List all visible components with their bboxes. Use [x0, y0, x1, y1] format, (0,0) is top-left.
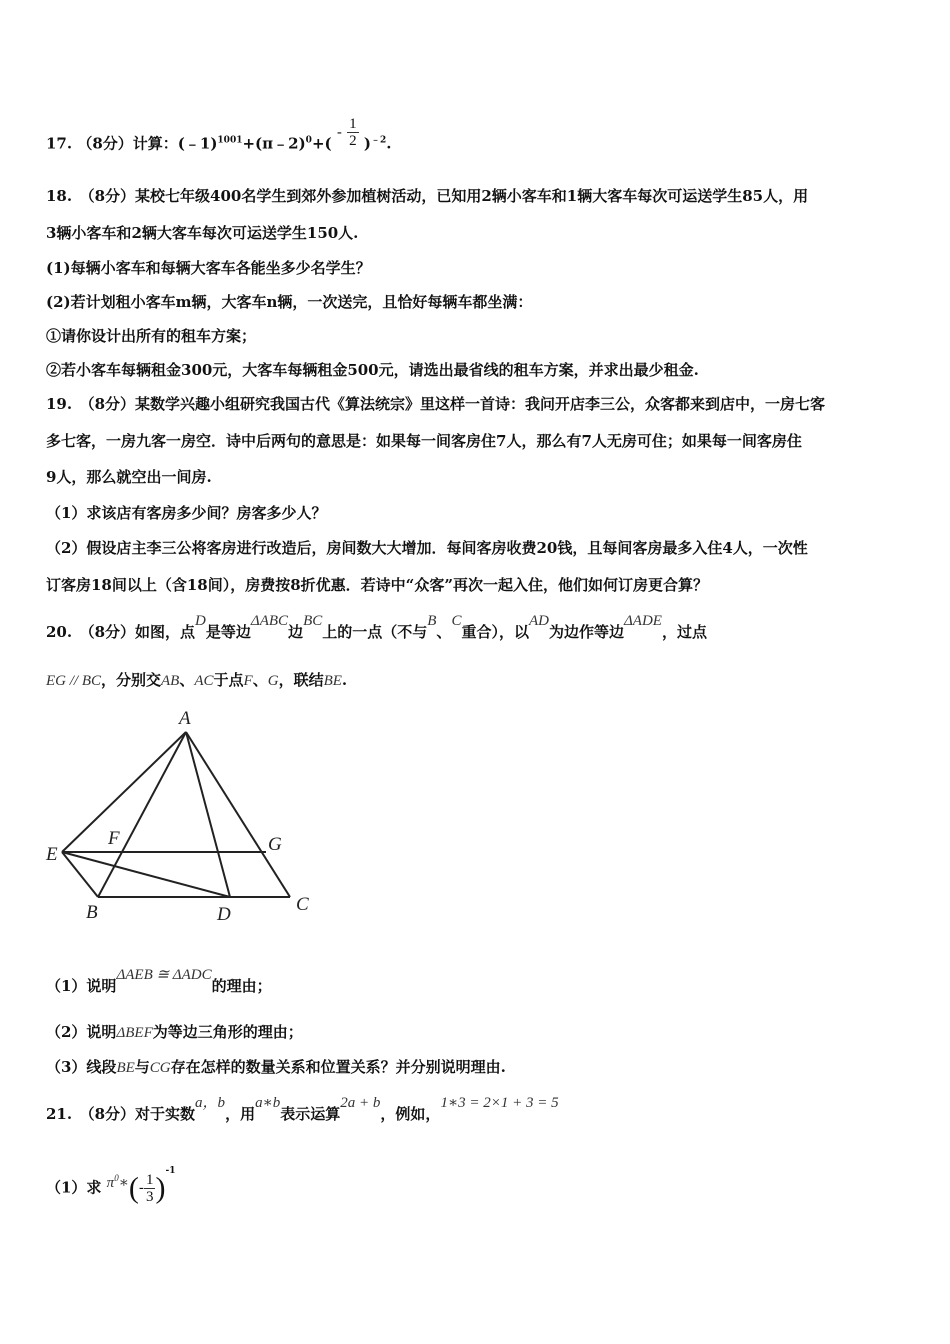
segment-ae: [62, 732, 186, 852]
q18-line1: 18. （8分）某校七年级400名学生到郊外参加植树活动，已知用2辆小客车和1辆大客车每次可运送学生85人，用: [46, 187, 809, 205]
segment-eb: [62, 852, 98, 897]
q21-line1: 21. （8分）对于实数a，b，用a∗b表示运算2a + b，例如，1∗3 = 2×1 + 3 = 5: [46, 1095, 559, 1123]
q19-part1: （1）求该店有客房多少间？房客多少人？: [46, 504, 327, 522]
q19-part2b: 订客房18间以上（含18间），房费按8折优惠．若诗中“众客”再次一起入住，他们如何订房更合算？: [46, 576, 708, 594]
segment-ad: [186, 732, 230, 897]
q19-part2a: （2）假设店主李三公将客房进行改造后，房间数大大增加．每间客房收费20钱，且每间客房最多入住4人，一次性: [46, 539, 808, 557]
q18-line2: 3辆小客车和2辆大客车每次可运送学生150人.: [46, 224, 359, 242]
q20-part1: （1）说明ΔAEB ≅ ΔADC的理由；: [46, 967, 272, 995]
q19-line3: 9人，那么就空出一间房.: [46, 468, 212, 486]
geometry-figure: [40, 700, 340, 930]
q21-part1: （1）求 $\pi^0∗(-$ $\frac{1}{3}$ )$^{-1}$: [46, 1165, 176, 1205]
q20-line1: 20. （8分）如图，点D是等边ΔABC边BC上的一点（不与B、C重合），以AD为边作等边ΔADE，过点: [46, 613, 707, 641]
label-c: C: [296, 894, 309, 915]
q19-line1: 19. （8分）某数学兴趣小组研究我国古代《算法统宗》里这样一首诗：我问开店李三公，众客都来到店中，一房七客: [46, 395, 826, 413]
q19-line2: 多七客，一房九客一房空．诗中后两句的意思是：如果每一间客房住7人，那么有7人无房可住；如果每一间客房住: [46, 432, 802, 450]
q18-part2b: ②若小客车每辆租金300元，大客车每辆租金500元，请选出最省线的租车方案，并求出最少租金.: [46, 361, 699, 379]
segment-ab: [98, 732, 186, 897]
label-e: E: [46, 844, 58, 865]
q20-part2: （2）说明ΔBEF为等边三角形的理由；: [46, 1023, 303, 1041]
label-d: D: [217, 904, 231, 925]
label-a: A: [179, 708, 191, 729]
q17-fraction: - $\frac{1}{2}$: [336, 116, 357, 149]
label-f: F: [108, 828, 120, 849]
q18-part2a: ①请你设计出所有的租车方案；: [46, 327, 257, 345]
q18-part1: (1)每辆小客车和每辆大客车各能坐多少名学生？: [46, 259, 371, 277]
label-g: G: [268, 834, 282, 855]
label-b: B: [86, 902, 98, 923]
q20-part3: （3）线段BE与CG存在怎样的数量关系和位置关系？并分别说明理由.: [46, 1058, 506, 1076]
segment-ed: [62, 852, 230, 897]
q17: 17. （8分）计算：(﹣1)$^{1001}$+(π﹣2)$^0$+( - $\frac{1}{2}$ )$^{﹣2}$.: [46, 116, 392, 153]
q18-part2: (2)若计划租小客车m辆，大客车n辆，一次送完，且恰好每辆车都坐满：: [46, 293, 533, 311]
segment-ac: [186, 732, 290, 897]
q20-line2: EG // BC，分别交AB、AC于点F、G，联结BE.: [46, 671, 348, 689]
